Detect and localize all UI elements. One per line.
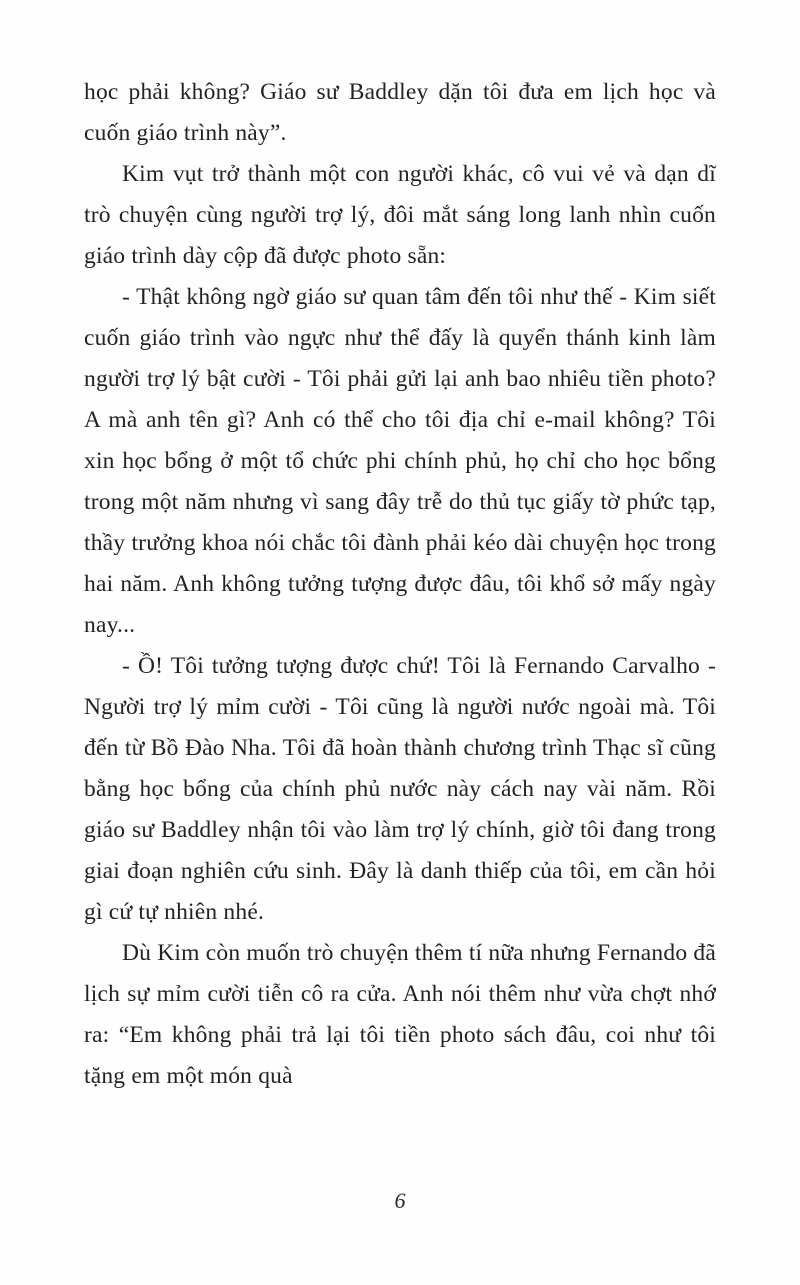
paragraph-continuation: học phải không? Giáo sư Baddley dặn tôi đưa em lịch học và cuốn giáo trình này”.: [84, 79, 716, 146]
page-text-block: [84, 72, 716, 1097]
paragraph-dialogue-kim: - Thật không ngờ giáo sư quan tâm đến tôi như thế - Kim siết cuốn giáo trình vào ngực như thể đấy là quyển thánh kinh làm người trợ lý bật cười - Tôi phải gửi lại anh bao nhiêu tiền photo? A mà anh tên gì? Anh có thể cho tôi địa chỉ e-mail không? Tôi xin học bổng ở một tổ chức phi chính phủ, họ chỉ cho học bổng trong một năm nhưng vì sang đây trễ do thủ tục giấy tờ phức tạp, thầy trưởng khoa nói chắc tôi đành phải kéo dài chuyện học trong hai năm. Anh không tưởng tượng được đâu, tôi khổ sở mấy ngày nay...: [84, 284, 716, 638]
paragraph-dialogue-fernando: - Ồ! Tôi tưởng tượng được chứ! Tôi là Fernando Carvalho - Người trợ lý mỉm cười - Tôi cũng là người nước ngoài mà. Tôi đến từ Bồ Đào Nha. Tôi đã hoàn thành chương trình Thạc sĩ cũng bằng học bổng của chính phủ nước này cách nay vài năm. Rồi giáo sư Baddley nhận tôi vào làm trợ lý chính, giờ tôi đang trong giai đoạn nghiên cứu sinh. Đây là danh thiếp của tôi, em cần hỏi gì cứ tự nhiên nhé.: [84, 653, 716, 925]
page-number: 6: [394, 1188, 406, 1213]
paragraph-narration-1: Kim vụt trở thành một con người khác, cô vui vẻ và dạn dĩ trò chuyện cùng người trợ lý, đôi mắt sáng long lanh nhìn cuốn giáo trình dày cộp đã được photo sẵn:: [84, 161, 716, 269]
paragraph-narration-2: Dù Kim còn muốn trò chuyện thêm tí nữa nhưng Fernando đã lịch sự mỉm cười tiễn cô ra cửa. Anh nói thêm như vừa chợt nhớ ra: “Em không phải trả lại tôi tiền photo sách đâu, coi như tôi tặng em một món quà: [84, 940, 716, 1089]
